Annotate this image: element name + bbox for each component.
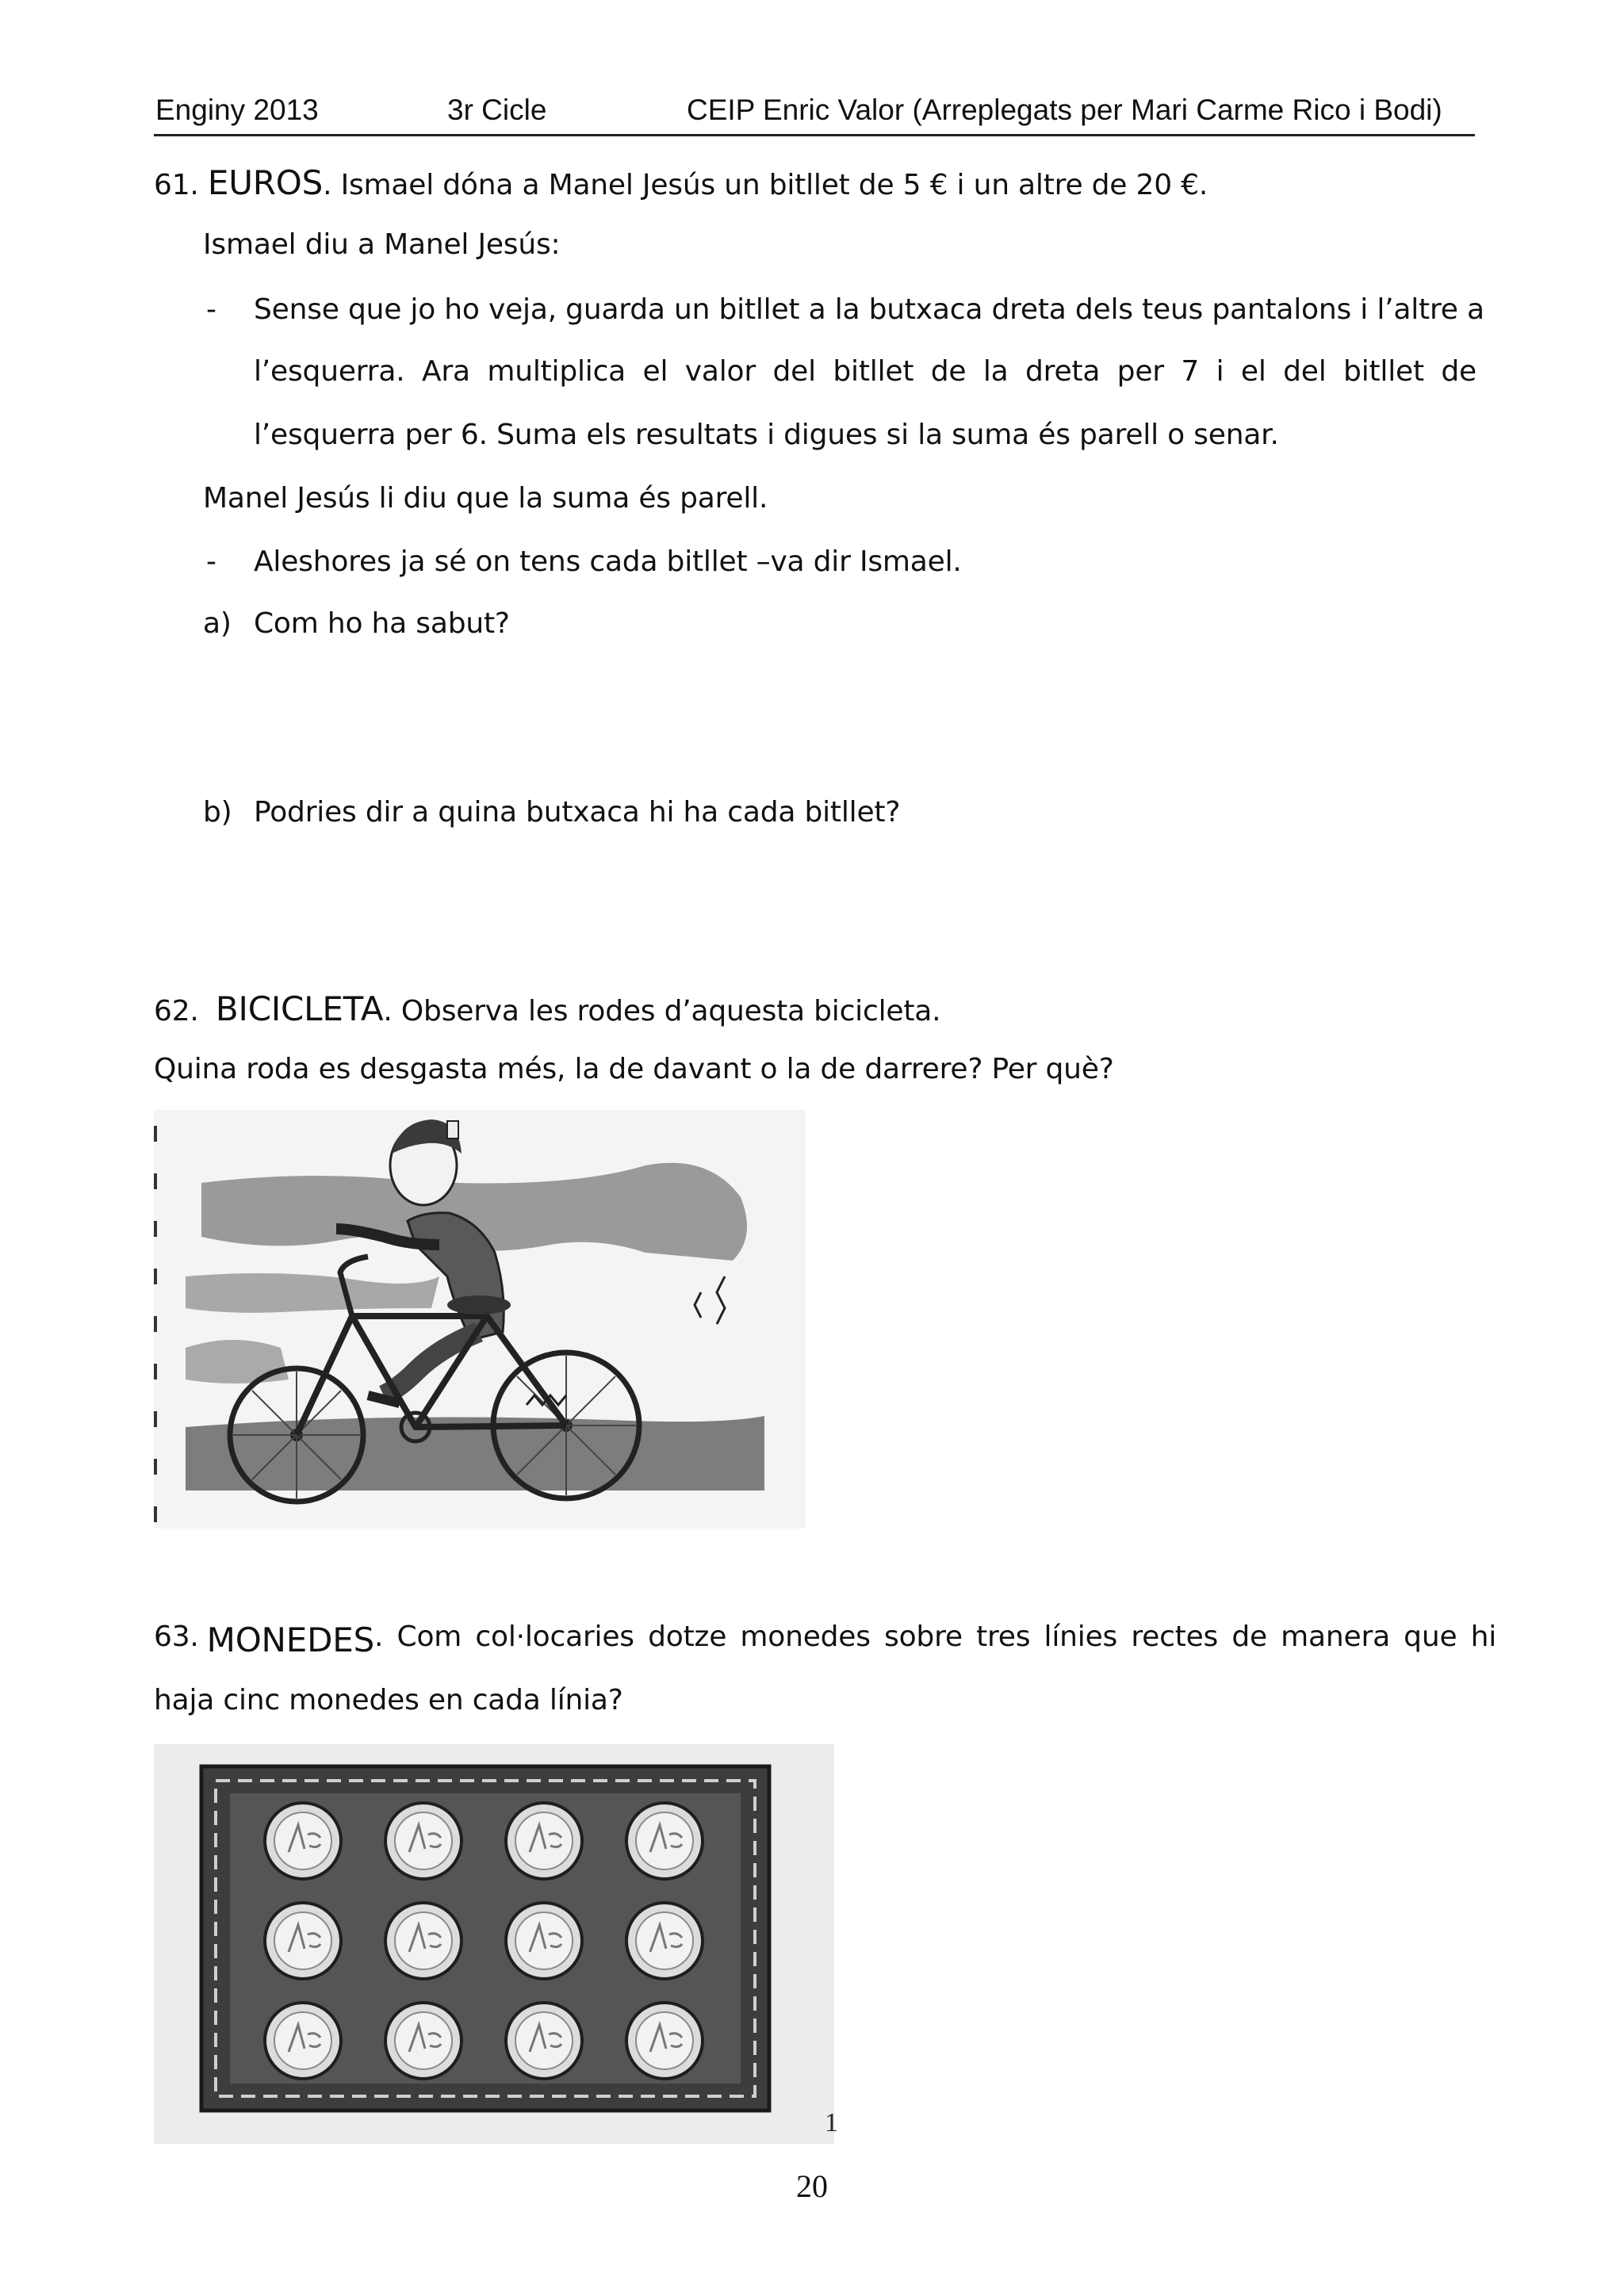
euro-coin-icon	[506, 1803, 582, 1879]
problem-61-reply: Manel Jesús li diu que la suma és parell.	[203, 482, 768, 515]
euro-coin-icon	[506, 2003, 582, 2079]
problem-62-question: Quina roda es desgasta més, la de davant o la de darrere? Per què?	[154, 1053, 1114, 1085]
problem-61-line-3: l’esquerra per 6. Suma els resultats i digues si la suma és parell o senar.	[254, 419, 1279, 451]
problem-62-heading	[154, 989, 940, 1028]
question-b-label: b)	[203, 796, 232, 828]
euro-coin-icon	[385, 1903, 462, 1979]
problem-61-said: Ismael diu a Manel Jesús:	[203, 228, 561, 261]
euro-coin-icon	[265, 1803, 341, 1879]
euro-coin-icon	[265, 1903, 341, 1979]
coins-illustration	[154, 1744, 838, 2144]
problem-61-intro: . Ismael dóna a Manel Jesús un bitllet de 5 € i un altre de 20 €.	[323, 169, 1208, 201]
euro-coin-icon	[385, 2003, 462, 2079]
euro-coin-icon	[506, 1903, 582, 1979]
euro-coin-icon	[626, 1803, 703, 1879]
problem-61-line-1-text: Sense que jo ho veja, guarda un bitllet a la butxaca dreta dels teus pantalons i l’altre a	[254, 293, 1484, 326]
page-number: 20	[796, 2168, 828, 2204]
problem-63-line-1	[154, 1621, 1497, 1659]
header-doc-title: Enginy 2013	[155, 94, 319, 126]
problem-61-line-1	[254, 293, 1484, 326]
problem-63-intro: . Com col·locaries dotze monedes sobre tres línies rectes de manera que hi	[374, 1621, 1497, 1653]
problem-62-title: BICICLETA	[215, 989, 384, 1028]
problem-63-title: MONEDES	[206, 1621, 375, 1659]
dash-bullet: -	[206, 545, 216, 578]
header-school: CEIP Enric Valor (Arreplegats per Mari Carme Rico i Bodi)	[687, 94, 1442, 126]
question-a-label: a)	[203, 607, 232, 640]
dash-bullet: -	[206, 293, 216, 326]
euro-coin-icon	[385, 1803, 462, 1879]
header-cycle: 3r Cicle	[447, 94, 547, 126]
euro-coin-icon	[265, 2003, 341, 2079]
header-rule	[154, 134, 1475, 136]
problem-62-intro: . Observa les rodes d’aquesta bicicleta.	[383, 995, 941, 1027]
problem-63-number: 63.	[154, 1621, 199, 1653]
problem-61-number: 61.	[154, 169, 199, 201]
question-b: Podries dir a quina butxaca hi ha cada bitllet?	[254, 796, 901, 828]
euro-coin-icon	[626, 2003, 703, 2079]
problem-63-line-2: haja cinc monedes en cada línia?	[154, 1684, 623, 1716]
problem-62-number: 62.	[154, 995, 199, 1027]
problem-61-line-2: l’esquerra. Ara multiplica el valor del bitllet de la dreta per 7 i el del bitllet de	[254, 355, 1477, 388]
question-a: Com ho ha sabut?	[254, 607, 510, 640]
problem-61-heading	[154, 163, 1208, 202]
problem-61-then: Aleshores ja sé on tens cada bitllet –va dir Ismael.	[254, 545, 962, 578]
bicycle-illustration	[154, 1110, 806, 1529]
problem-61-title: EUROS	[207, 163, 324, 202]
figure-mark: 1	[825, 2108, 838, 2137]
euro-coin-icon	[626, 1903, 703, 1979]
